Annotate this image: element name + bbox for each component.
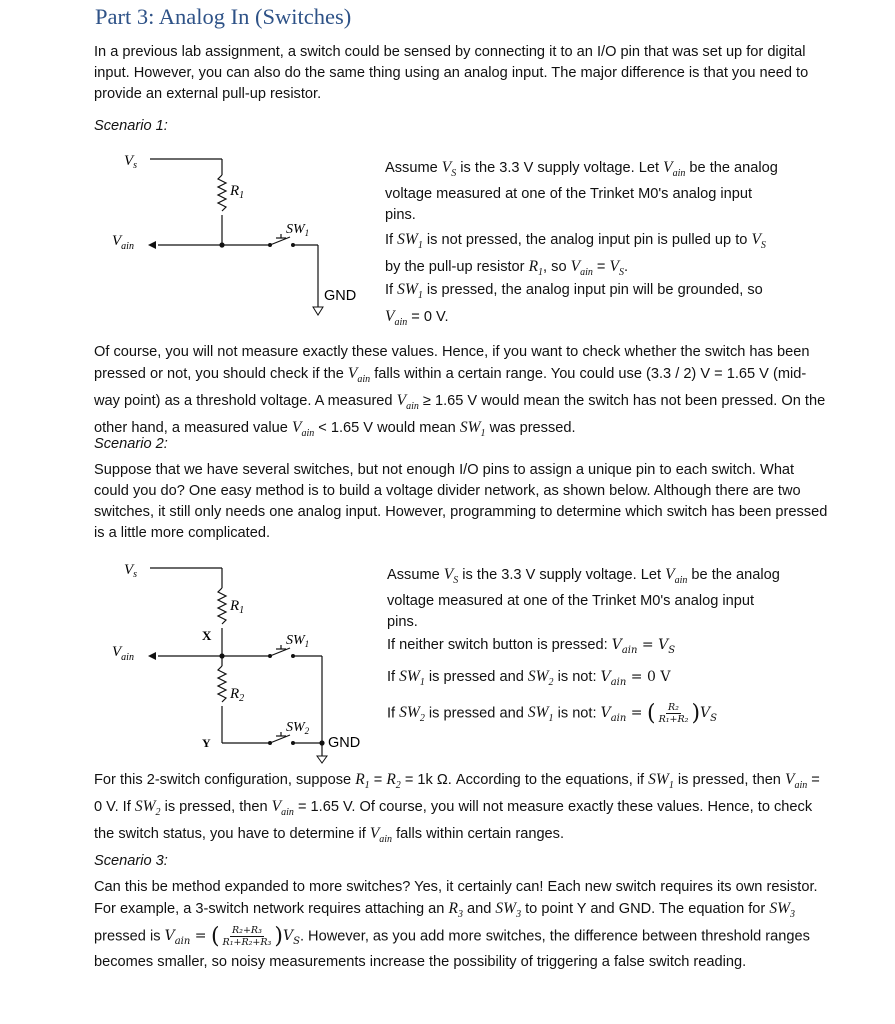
sw2-label-2 xyxy=(286,720,310,736)
vs-label-2 xyxy=(124,562,137,580)
math-subscript: 2 xyxy=(304,726,310,736)
math-subscript: s xyxy=(133,160,138,171)
text-run: R xyxy=(355,771,365,788)
math-subscript: ain xyxy=(357,374,371,386)
text-run: SW xyxy=(648,771,669,788)
scenario-3-paragraph xyxy=(94,877,829,973)
text-run: and xyxy=(462,901,496,917)
math-symbol xyxy=(459,419,486,440)
r2-label-2 xyxy=(229,686,244,704)
text-run: = 0 V. xyxy=(407,309,449,326)
math-subscript: 1 xyxy=(304,228,310,238)
math-subscript: 3 xyxy=(790,909,796,921)
text-run: = xyxy=(190,928,211,945)
math-subscript: S xyxy=(618,267,624,279)
text-run: V xyxy=(385,308,395,326)
math-symbol xyxy=(527,668,554,689)
text-run: V xyxy=(665,566,675,583)
text-run: V xyxy=(271,798,282,816)
math-symbol xyxy=(700,705,718,725)
vs-label xyxy=(124,153,137,171)
text-run: V xyxy=(441,159,452,176)
math-symbol xyxy=(441,159,457,180)
scenario-2-paragraph: Suppose that we have several switches, but not enough I/O pins to assign a unique pin to each switch. What could you do? One easy method is to build a voltage divider network, as shown below. Although there are two switches, it still only needs one analog input. However, programming to determine which switch has been pressed is a little more complicated. xyxy=(94,462,828,541)
math-symbol xyxy=(448,900,463,921)
text-run: For this 2-switch configuration, suppose xyxy=(94,772,356,788)
math-subscript: 1 xyxy=(548,713,554,725)
math-symbol xyxy=(570,258,593,279)
text-run: . xyxy=(623,259,629,276)
text-run: V xyxy=(291,419,302,437)
text-run: = 0 V. If xyxy=(94,772,820,816)
text-run: R₁+R₂ xyxy=(658,714,689,725)
math-subscript: ain xyxy=(301,428,315,440)
math-subscript: ain xyxy=(379,834,393,846)
text-run: V xyxy=(282,928,294,945)
point-y-label: Y xyxy=(202,736,211,750)
math-subscript: 1 xyxy=(304,639,310,649)
math-subscript: ain xyxy=(174,936,191,948)
text-run: SW xyxy=(495,900,517,917)
math-symbol xyxy=(495,900,522,921)
text-run: is the 3.3 V supply voltage. Let xyxy=(458,567,666,583)
math-subscript: SW xyxy=(286,633,305,648)
text-run: be the analog voltage measured at one of the Trinket M0's analog input pins. xyxy=(387,567,780,631)
text-run: . However, as you add more switches, the difference between threshold ranges becomes smaller, so noisy measurements increase the possibility of triggering a false switch reading. xyxy=(94,928,810,971)
point-x-label: X xyxy=(202,628,212,643)
math-subscript: S xyxy=(293,936,300,948)
text-run: V xyxy=(658,637,669,653)
scenario-2-neither xyxy=(387,635,787,661)
math-symbol xyxy=(528,258,544,279)
text-run: = 1.65 V. Of course, you will not measure exactly these values. Hence, to check the switch status, you have to determine if xyxy=(94,799,813,843)
math-subscript: S xyxy=(710,713,718,725)
text-run: V xyxy=(663,159,673,176)
text-run: falls within a certain range. You could use (3.3 / 2) V = 1.65 V (mid-way point) as a threshold voltage. A measured xyxy=(94,366,807,410)
text-run: SW xyxy=(397,281,418,298)
text-run: Can this be method expanded to more switches? Yes, it certainly can! Each new switch requires its own resistor. For example, a 3-switch network requires attaching an xyxy=(94,879,818,917)
math-subscript: 1 xyxy=(480,428,486,440)
math-subscript: 3 xyxy=(516,909,522,921)
math-symbol xyxy=(527,704,554,725)
math-subscript: 2 xyxy=(395,780,401,792)
math-subscript: 2 xyxy=(155,807,161,819)
math-subscript: S xyxy=(453,575,459,587)
math-symbol xyxy=(600,705,647,725)
threshold-paragraph xyxy=(94,342,829,444)
text-run: R₂+R₃ xyxy=(232,925,262,937)
math-symbol xyxy=(663,159,686,180)
text-run: Assume xyxy=(387,567,444,583)
text-run: If xyxy=(387,705,400,722)
math-subscript: ain xyxy=(406,401,419,413)
scenario-1-assume xyxy=(385,157,785,226)
math-subscript: ain xyxy=(674,575,688,587)
math-symbol xyxy=(397,231,423,252)
scenario-1-pressed xyxy=(385,279,785,333)
page-title: Part 3: Analog In (Switches) xyxy=(95,4,352,29)
text-run: = xyxy=(626,705,647,722)
text-run: V xyxy=(369,825,380,843)
math-subscript: 1 xyxy=(419,677,425,689)
scenario-2-assume xyxy=(387,564,787,633)
math-subscript: 1 xyxy=(538,267,544,279)
math-symbol xyxy=(369,825,393,846)
math-subscript: V xyxy=(112,233,122,249)
text-run: is pressed and xyxy=(424,669,528,685)
text-run: R₁+R₂+R₃ xyxy=(222,937,272,949)
text-run: = xyxy=(592,259,610,276)
math-symbol xyxy=(443,566,459,587)
math-subscript: ain xyxy=(121,652,134,663)
text-run: V xyxy=(600,705,611,722)
math-symbol xyxy=(648,771,674,792)
text-run: V xyxy=(700,705,711,722)
math-subscript: s xyxy=(133,569,138,580)
text-run: is not pressed, the analog input pin is pulled up to xyxy=(422,232,752,248)
circuit-diagram-1 xyxy=(110,145,380,325)
math-subscript: 1 xyxy=(417,290,423,302)
text-run: by the pull-up resistor xyxy=(385,259,529,276)
math-subscript: 2 xyxy=(239,693,245,704)
math-symbol xyxy=(399,704,425,725)
sw1-label-2 xyxy=(286,633,309,649)
text-run: If xyxy=(385,232,398,248)
math-subscript: ain xyxy=(672,168,686,180)
text-run: was pressed. xyxy=(485,420,576,437)
math-subscript: 1 xyxy=(239,190,245,201)
text-run: If xyxy=(387,669,400,685)
text-run: Assume xyxy=(385,160,442,176)
math-subscript: 1 xyxy=(364,780,370,792)
math-subscript: 1 xyxy=(417,240,423,252)
math-subscript: V xyxy=(112,644,122,660)
two-switch-paragraph xyxy=(94,769,829,850)
text-run: is pressed and xyxy=(424,705,528,722)
math-symbol xyxy=(609,258,624,279)
math-symbol xyxy=(134,798,161,819)
math-symbol: ) xyxy=(274,924,283,950)
math-symbol xyxy=(397,281,423,302)
math-symbol xyxy=(347,365,371,386)
math-symbol: = 0 V xyxy=(626,669,671,685)
text-run: V xyxy=(611,637,622,653)
math-symbol: ( xyxy=(210,924,220,950)
math-subscript: SW xyxy=(286,222,305,237)
text-run: V xyxy=(347,365,358,382)
text-run: = xyxy=(637,637,659,653)
text-run: V xyxy=(784,771,795,788)
math-symbol xyxy=(399,668,425,689)
math-symbol: ( xyxy=(646,701,656,726)
text-run: is the 3.3 V supply voltage. Let xyxy=(456,160,664,176)
math-subscript: ain xyxy=(394,317,408,329)
math-subscript: ain xyxy=(121,241,134,252)
scenario-2-sw2 xyxy=(387,702,787,729)
text-run: SW xyxy=(769,900,791,917)
text-run: = 1k Ω. According to the equations, if xyxy=(400,772,649,788)
math-symbol: ) xyxy=(691,701,701,726)
math-subscript: ain xyxy=(580,267,593,279)
math-subscript: S xyxy=(451,168,457,180)
text-run: is not: xyxy=(553,705,601,722)
math-subscript: S xyxy=(668,644,676,656)
circuit-diagram-2 xyxy=(110,558,380,768)
scenario-2-sw1 xyxy=(387,666,787,693)
text-run: SW xyxy=(527,704,549,722)
text-run: SW xyxy=(134,798,156,816)
gnd-label-2: GND xyxy=(328,735,361,751)
text-run: , so xyxy=(543,259,571,276)
math-symbol xyxy=(164,928,211,948)
text-run: R xyxy=(448,900,458,917)
math-subscript: R xyxy=(230,598,240,614)
text-run: < 1.65 V would mean xyxy=(314,420,460,437)
text-run: V xyxy=(570,258,581,276)
math-subscript: SW xyxy=(286,720,305,735)
text-run: V xyxy=(396,392,407,410)
text-run: If neither switch button is pressed: xyxy=(387,637,612,653)
text-run: V xyxy=(443,566,454,583)
scenario-2-label: Scenario 2: xyxy=(94,436,168,452)
math-subscript: 2 xyxy=(419,713,425,725)
scenario-3-label: Scenario 3: xyxy=(94,853,168,869)
math-subscript: R xyxy=(230,183,240,199)
r1-label xyxy=(229,183,244,201)
text-run: If xyxy=(385,282,398,298)
text-run: Of course, you will not measure exactly these values. Hence, if you want to check whether the switch has been pressed or not, you should check if the xyxy=(94,344,810,382)
text-run: is pressed, the analog input pin will be grounded, so xyxy=(422,282,763,298)
scenario-1-not-pressed xyxy=(385,229,785,283)
scenario-1-label: Scenario 1: xyxy=(94,118,168,134)
text-run: is pressed, then xyxy=(673,772,785,788)
fraction-r2 xyxy=(657,702,691,725)
text-run: V xyxy=(609,258,619,276)
math-symbol xyxy=(665,566,688,587)
sw1-label xyxy=(286,222,309,238)
math-symbol xyxy=(271,798,294,819)
r1-label-2 xyxy=(229,598,244,616)
text-run: SW xyxy=(399,668,420,685)
text-run: be the analog voltage measured at one of the Trinket M0's analog input pins. xyxy=(385,160,778,224)
math-subscript: ain xyxy=(281,807,294,819)
text-run: V xyxy=(751,231,761,248)
math-subscript: 2 xyxy=(548,677,554,689)
math-symbol xyxy=(386,771,401,792)
intro-paragraph: In a previous lab assignment, a switch could be sensed by connecting it to an I/O pin that was set up for digital input. However, you can also do the same thing using an analog input. The major difference is that you need to provide an external pull-up resistor. xyxy=(94,44,809,102)
text-run: to point Y and GND. The equation for xyxy=(521,901,770,917)
text-run: V xyxy=(164,928,175,945)
math-symbol xyxy=(396,392,419,413)
text-run: pressed is xyxy=(94,928,165,945)
text-run: R xyxy=(386,771,396,788)
math-subscript: V xyxy=(124,562,134,578)
math-symbol xyxy=(385,308,408,329)
math-symbol xyxy=(784,771,808,792)
text-run: V xyxy=(600,669,611,685)
vain-label-2 xyxy=(112,644,134,663)
gnd-label: GND xyxy=(324,288,357,304)
math-subscript: R xyxy=(230,686,240,702)
math-symbol xyxy=(611,637,676,656)
math-symbol xyxy=(282,928,300,948)
math-subscript: ain xyxy=(794,780,808,792)
text-run: falls within certain ranges. xyxy=(392,826,565,843)
text-run: SW xyxy=(459,419,481,437)
math-subscript: ain xyxy=(621,644,638,656)
math-subscript: V xyxy=(124,153,134,169)
text-run: SW xyxy=(527,668,549,685)
text-run: SW xyxy=(399,704,420,722)
math-subscript: ain xyxy=(610,713,627,725)
math-symbol xyxy=(355,771,370,792)
math-symbol xyxy=(600,669,627,688)
text-run: is not: xyxy=(553,669,601,685)
math-symbol xyxy=(751,231,766,252)
math-symbol xyxy=(769,900,796,921)
text-run: R₂ xyxy=(668,702,679,713)
math-subscript: 1 xyxy=(239,605,245,616)
math-symbol xyxy=(291,419,315,440)
text-run: R xyxy=(528,258,539,276)
vain-label xyxy=(112,233,134,252)
text-run: SW xyxy=(397,231,418,248)
math-subscript: 1 xyxy=(668,780,674,792)
text-run: ≥ 1.65 V would mean the switch has not been pressed. On the other hand, a measured value xyxy=(94,393,826,437)
math-subscript: 3 xyxy=(457,909,463,921)
text-run: = xyxy=(369,772,387,788)
math-subscript: S xyxy=(760,240,766,252)
math-subscript: ain xyxy=(610,676,627,688)
fraction-r2-r3 xyxy=(221,925,274,948)
text-run: is pressed, then xyxy=(160,799,272,816)
